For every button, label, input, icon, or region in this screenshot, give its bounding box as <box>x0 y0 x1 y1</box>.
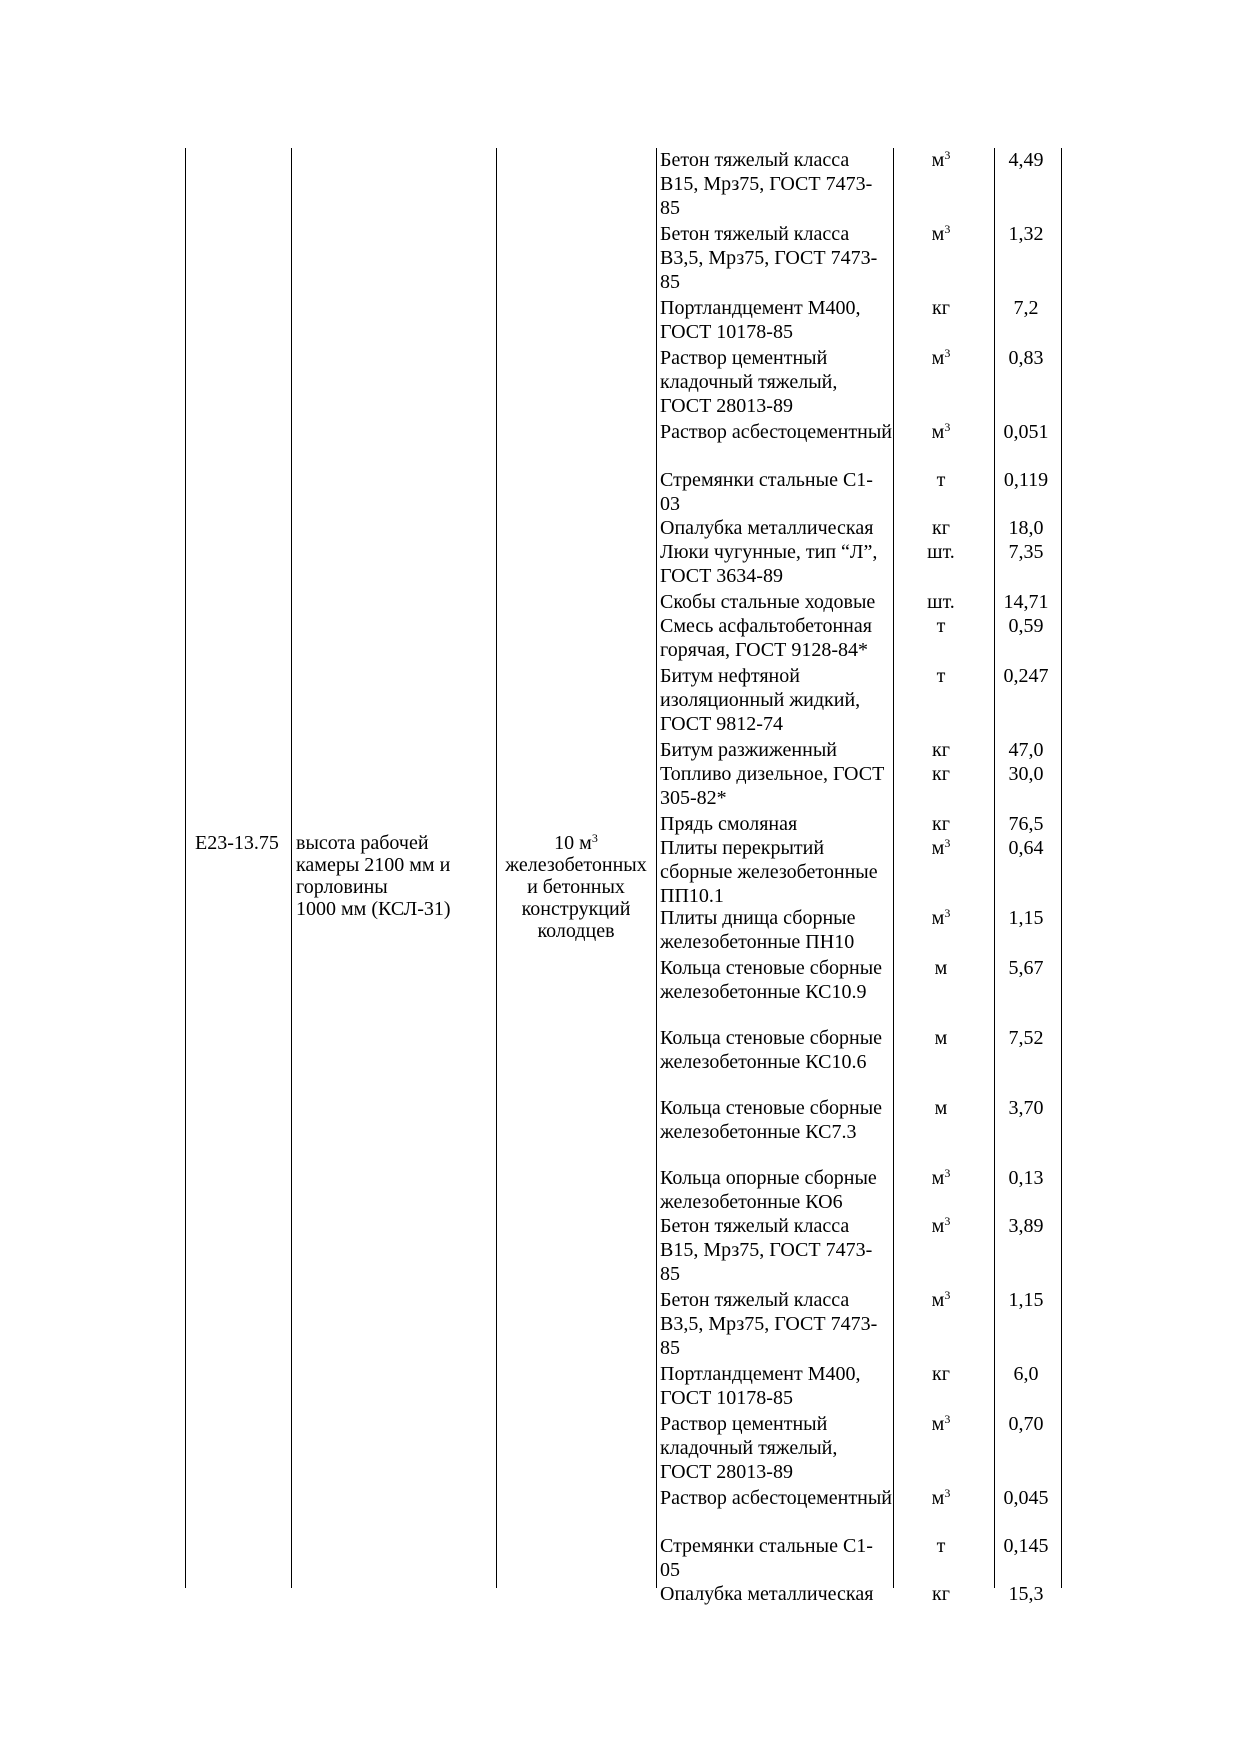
material-quantity: 3,89 <box>1008 1215 1044 1237</box>
table-divider-description <box>496 148 497 1588</box>
measure-line: колодцев <box>537 920 615 942</box>
material-name: Смесь асфальтобетонная горячая, ГОСТ 9128-84* <box>660 615 872 662</box>
material-name: Кольца опорные сборные железобетонные КО6 <box>660 1167 877 1214</box>
material-quantity: 30,0 <box>1008 763 1044 785</box>
material-unit: т <box>936 469 946 491</box>
material-quantity: 18,0 <box>1008 517 1044 539</box>
material-quantity: 3,70 <box>1008 1097 1044 1119</box>
material-unit: м <box>934 957 948 979</box>
material-name: Битум разжиженный <box>660 739 837 761</box>
material-name: Раствор асбестоцементный <box>660 421 892 443</box>
table-divider-measure <box>656 148 657 1588</box>
material-unit: $м^3$ <box>931 1288 951 1311</box>
material-unit: кг <box>932 1363 950 1385</box>
material-quantity: 0,119 <box>1003 469 1049 491</box>
material-unit: кг <box>932 813 950 835</box>
material-name: Портландцемент М400, ГОСТ 10178-85 <box>660 1363 861 1410</box>
material-name: Прядь смоляная <box>660 813 798 835</box>
table-border-left <box>185 148 186 1588</box>
material-unit: $м^3$ <box>931 1214 951 1237</box>
material-quantity: 0,83 <box>1008 347 1044 369</box>
material-name: Опалубка металлическая <box>660 1583 874 1605</box>
material-name: Стремянки стальные С1-05 <box>660 1535 873 1582</box>
material-name: Раствор асбестоцементный <box>660 1487 892 1509</box>
material-name: Портландцемент М400, ГОСТ 10178-85 <box>660 297 861 344</box>
material-quantity: 7,35 <box>1008 541 1044 563</box>
material-name: Бетон тяжелый класса В3,5, Мрз75, ГОСТ 7473-85 <box>660 223 878 294</box>
measure-line: железобетонных <box>505 854 647 876</box>
material-quantity: 0,70 <box>1008 1413 1044 1435</box>
entry-description <box>296 832 494 920</box>
material-quantity: 1,15 <box>1008 1289 1044 1311</box>
material-name: Бетон тяжелый класса В15, Мрз75, ГОСТ 7473-85 <box>660 1215 873 1286</box>
material-quantity: 0,045 <box>1003 1487 1049 1509</box>
material-name: Раствор цементный кладочный тяжелый, ГОСТ 28013-89 <box>660 1413 838 1484</box>
material-quantity: 7,52 <box>1008 1027 1044 1049</box>
material-quantity: 76,5 <box>1008 813 1044 835</box>
material-name: Опалубка металлическая <box>660 517 874 539</box>
material-name: Битум нефтяной изоляционный жидкий, ГОСТ 9812-74 <box>660 665 861 736</box>
material-name: Кольца стеновые сборные железобетонные КС7.3 <box>660 1097 883 1144</box>
material-unit: $м^3$ <box>931 148 951 171</box>
material-quantity: 6,0 <box>1013 1363 1039 1385</box>
table-divider-material <box>893 148 894 1588</box>
material-unit: т <box>936 615 946 637</box>
material-quantity: 15,3 <box>1008 1583 1044 1605</box>
material-unit: $м^3$ <box>931 836 951 859</box>
entry-measure-unit <box>500 832 652 942</box>
material-quantity: 0,64 <box>1008 837 1044 859</box>
material-unit: $м^3$ <box>931 1412 951 1435</box>
material-unit: $м^3$ <box>931 222 951 245</box>
material-unit: т <box>936 1535 946 1557</box>
material-name: Топливо дизельное, ГОСТ 305-82* <box>660 763 885 810</box>
table-divider-code <box>291 148 292 1588</box>
material-unit: кг <box>932 1583 950 1605</box>
measure-value: 10 $м^3$ <box>554 831 598 854</box>
material-unit: шт. <box>927 541 955 563</box>
material-name: Скобы стальные ходовые <box>660 591 876 613</box>
material-unit: $м^3$ <box>931 1166 951 1189</box>
material-unit: $м^3$ <box>931 420 951 443</box>
entry-description-line: горловины <box>296 876 388 898</box>
material-quantity: 14,71 <box>1003 591 1049 613</box>
material-quantity: 1,32 <box>1008 223 1044 245</box>
material-name: Плиты перекрытий сборные железобетонные ПП10.1 <box>660 837 878 908</box>
measure-line: и бетонных <box>527 876 625 898</box>
material-unit: $м^3$ <box>931 1486 951 1509</box>
material-quantity: 0,59 <box>1008 615 1044 637</box>
material-name: Люки чугунные, тип “Л”, ГОСТ 3634-89 <box>660 541 878 588</box>
material-unit: кг <box>932 739 950 761</box>
material-unit: шт. <box>927 591 955 613</box>
material-quantity: 4,49 <box>1008 149 1044 171</box>
material-unit: кг <box>932 297 950 319</box>
entry-description-line: высота рабочей <box>296 832 429 854</box>
material-quantity: 1,15 <box>1008 907 1044 929</box>
material-quantity: 0,247 <box>1003 665 1049 687</box>
entry-code: Е23-13.75 <box>195 832 279 854</box>
material-quantity: 0,051 <box>1003 421 1049 443</box>
material-name: Бетон тяжелый класса В15, Мрз75, ГОСТ 7473-85 <box>660 149 873 220</box>
material-quantity: 0,13 <box>1008 1167 1044 1189</box>
material-name: Кольца стеновые сборные железобетонные КС10.9 <box>660 957 883 1004</box>
material-quantity: 7,2 <box>1013 297 1039 319</box>
material-unit: м <box>934 1097 948 1119</box>
material-unit: кг <box>932 763 950 785</box>
material-unit: т <box>936 665 946 687</box>
material-quantity: 5,67 <box>1008 957 1044 979</box>
material-quantity: 0,145 <box>1003 1535 1049 1557</box>
material-unit: м <box>934 1027 948 1049</box>
entry-description-line: камеры 2100 мм и <box>296 854 451 876</box>
measure-line: конструкций <box>521 898 631 920</box>
material-name: Плиты днища сборные железобетонные ПН10 <box>660 907 856 954</box>
material-name: Раствор цементный кладочный тяжелый, ГОСТ 28013-89 <box>660 347 838 418</box>
material-unit: $м^3$ <box>931 906 951 929</box>
entry-description-line: 1000 мм (КСЛ-31) <box>296 898 451 920</box>
material-name: Кольца стеновые сборные железобетонные КС10.6 <box>660 1027 883 1074</box>
material-quantity: 47,0 <box>1008 739 1044 761</box>
material-name: Стремянки стальные С1-03 <box>660 469 873 516</box>
material-unit: $м^3$ <box>931 346 951 369</box>
material-name: Бетон тяжелый класса В3,5, Мрз75, ГОСТ 7473-85 <box>660 1289 878 1360</box>
material-unit: кг <box>932 517 950 539</box>
